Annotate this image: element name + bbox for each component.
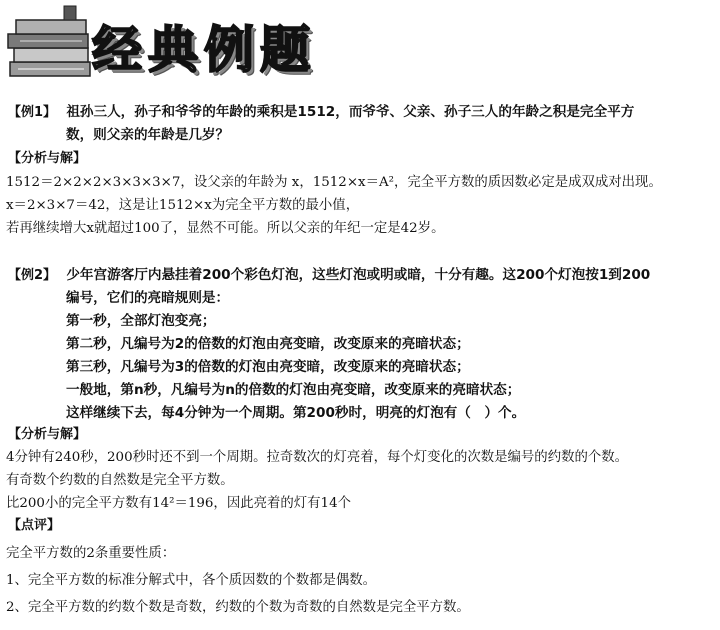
example1-analysis-line-3: 若再继续增大x就超过100了，显然不可能。所以父亲的年纪一定是42岁。: [6, 221, 445, 236]
comment-title: 【点评】: [8, 518, 61, 533]
banner-title: 经典例题: [92, 21, 316, 79]
example1-label: 【例1】: [8, 105, 57, 120]
example1-question-line-1: 【例1】 祖孙三人，孙子和爷爷的年龄的乘积是1512，而爷爷、父亲、孙子三人的年龄之积是完全平方: [8, 104, 635, 120]
example2-question-line-3: 第一秒，全部灯泡变亮；: [66, 313, 216, 329]
example2-question-line-5: 第三秒，凡编号为3的倍数的灯泡由亮变暗，改变原来的亮暗状态；: [66, 359, 470, 375]
example1-question-line-2: 数，则父亲的年龄是几岁？: [66, 127, 230, 143]
comment-line-1: 完全平方数的2条重要性质：: [6, 546, 176, 561]
example2-analysis-title: 【分析与解】: [8, 427, 87, 442]
example2-label: 【例2】: [8, 268, 57, 283]
example2-question-line-4: 第二秒，凡编号为2的倍数的灯泡由亮变暗，改变原来的亮暗状态；: [66, 336, 470, 352]
example2-analysis-line-2: 有奇数个约数的自然数是完全平方数。: [6, 473, 234, 488]
example2-analysis-line-1: 4分钟有240秒，200秒时还不到一个周期。拉奇数次的灯亮着，每个灯变化的次数是编号的约数的个数。: [6, 450, 629, 465]
example1-analysis-line-1: 1512＝2×2×2×3×3×3×7，设父亲的年龄为 x，1512×x＝A²，完全平方数的质因数必定是成双成对出现。: [6, 175, 662, 190]
book-stack-icon: [4, 2, 96, 92]
example2-analysis-line-3: 比200小的完全平方数有14²＝196，因此亮着的灯有14个: [6, 496, 351, 511]
example2-question-line-7: 这样继续下去，每4分钟为一个周期。第200秒时，明亮的灯泡有（ ）个。: [66, 405, 526, 421]
example2-question-line-2: 编号，它们的亮暗规则是：: [66, 290, 230, 306]
comment-line-2: 1、完全平方数的标准分解式中，各个质因数的个数都是偶数。: [6, 573, 377, 588]
example1-analysis-title: 【分析与解】: [8, 151, 87, 166]
example2-question-line-6: 一般地，第n秒，凡编号为n的倍数的灯泡由亮变暗，改变原来的亮暗状态；: [66, 382, 521, 398]
example1-analysis-line-2: x＝2×3×7＝42，这是让1512×x为完全平方数的最小值，: [6, 198, 360, 213]
example2-question-line-1: 【例2】 少年宫游客厅内悬挂着200个彩色灯泡，这些灯泡或明或暗，十分有趣。这200个灯泡按1到200: [8, 267, 651, 283]
comment-line-3: 2、完全平方数的约数个数是奇数，约数的个数为奇数的自然数是完全平方数。: [6, 600, 470, 615]
banner: [0, 0, 720, 96]
